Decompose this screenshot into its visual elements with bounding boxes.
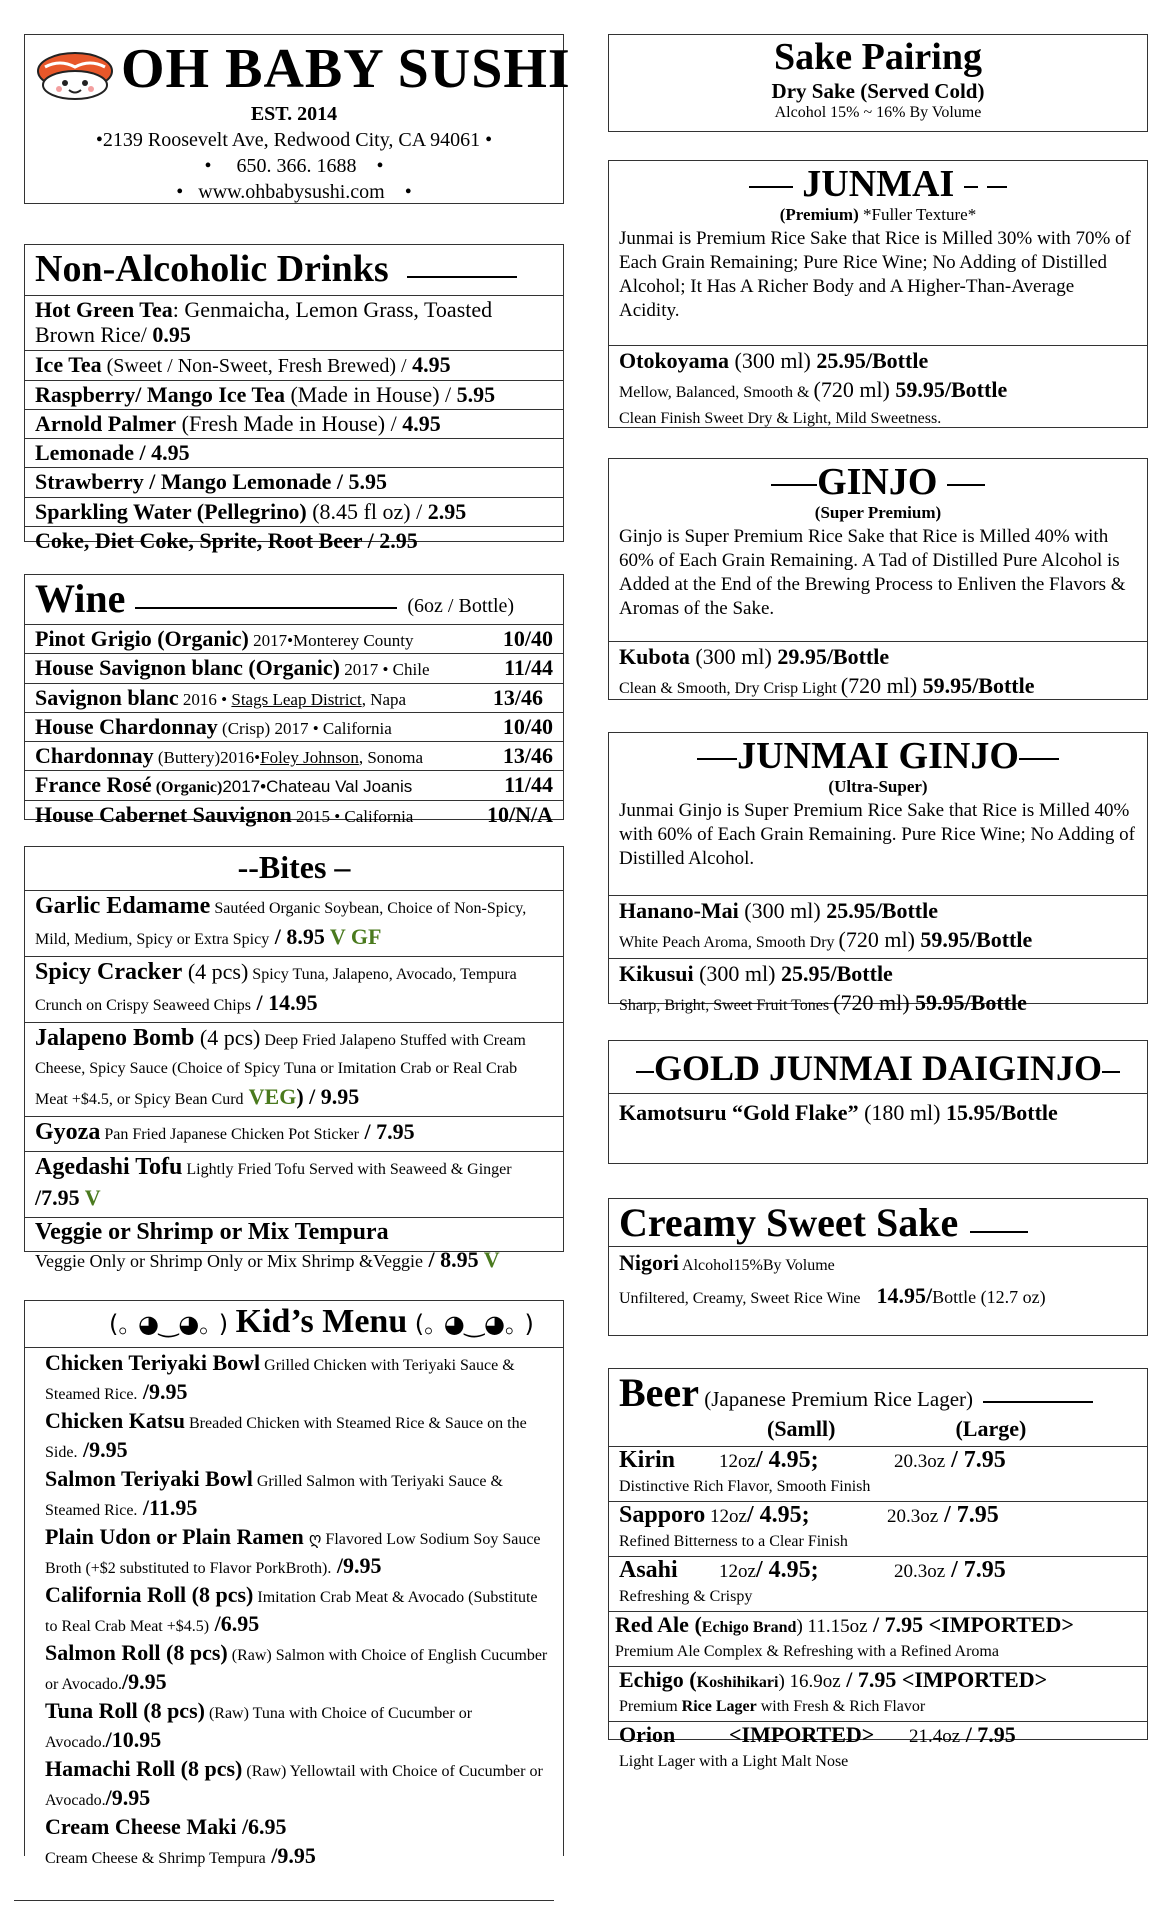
heart-glyph-icon: ღ — [303, 1529, 322, 1548]
section-title: GOLD JUNMAI DAIGINJO — [653, 1048, 1102, 1088]
kaomoji-right: (｡ ◕‿◕｡ ) — [414, 1310, 534, 1338]
section-title: Beer — [619, 1370, 699, 1415]
gold-junmai-daiginjo-section: GOLD JUNMAI DAIGINJO Kamotsuru “Gold Flake” (180 ml) 15.95/Bottle — [608, 1040, 1148, 1164]
drink-row: Sparkling Water (Pellegrino) (8.45 fl oz) / 2.95 — [25, 497, 563, 526]
sake-name: Hanano-Mai — [619, 898, 739, 923]
kids-item: Tuna Roll (8 pcs) (Raw) Tuna with Choice of Cucumber or Avocado./10.95 — [45, 1698, 473, 1752]
drink-row: Arnold Palmer (Fresh Made in House) / 4.95 — [25, 409, 563, 438]
established-year: EST. 2014 — [250, 103, 338, 125]
non-alcoholic-section — [24, 244, 564, 554]
sake-description: Ginjo is Super Premium Rice Sake that Rice is Milled 40% with 60% of Each Grain Remaining. A Tad of Distilled Pure Alcohol is Added at the End of the Brewing Process to Enliven the Flavors & Aromas of the Sake. — [619, 526, 1126, 619]
beer-row: Red Ale (Echigo Brand) 11.15oz / 7.95 <IMPORTED> Premium Ale Complex & Refreshing with a Refined Aroma — [609, 1611, 1147, 1666]
kids-item: Salmon Teriyaki Bowl Grilled Salmon with Teriyaki Sauce & Steamed Rice. /11.95 — [45, 1466, 503, 1520]
section-title: Kid’s Menu — [235, 1303, 408, 1340]
wine-row: House Savignon blanc (Organic) 2017 • Chile 11/44 — [25, 653, 563, 682]
bite-item: Jalapeno Bomb (4 pcs) Deep Fried Jalapeno Stuffed with Cream Cheese, Spicy Sauce (Choice of Spicy Tuna or Imitation Crab or Real Crab Meat +$4.5, or Spicy Bean Curd VEG) / 9.95 — [25, 1022, 563, 1116]
wine-row: House Chardonnay (Crisp) 2017 • California 10/40 — [25, 712, 563, 741]
sake-description: Junmai Ginjo is Super Premium Rice Sake that Rice is Milled 40% with 60% of Each Grain Remaining. Pure Rice Wine; No Adding of Distilled Alcohol. — [619, 800, 1136, 869]
section-title: JUNMAI — [802, 163, 955, 205]
beer-row: Sapporo 12oz/ 4.95; 20.3oz / 7.95 Refined Bitterness to a Clear Finish — [609, 1501, 1147, 1556]
address: 2139 Roosevelt Ave, Redwood City, CA 94061 — [102, 129, 481, 151]
sake-name: Otokoyama — [619, 348, 729, 373]
sake-name: Nigori — [619, 1250, 679, 1275]
section-title: --Bites – — [237, 849, 351, 885]
drink-row: Raspberry/ Mango Ice Tea (Made in House) / 5.95 — [25, 380, 563, 409]
drink-row: Hot Green Tea: Genmaicha, Lemon Grass, Toasted Brown Rice/ 0.95 — [25, 295, 563, 350]
kids-item: Chicken Teriyaki Bowl Grilled Chicken with Teriyaki Sauce & Steamed Rice. /9.95 — [45, 1350, 515, 1404]
column-small: (Samll) — [767, 1416, 836, 1441]
creamy-sweet-sake-section: Creamy Sweet Sake Nigori Alcohol15%By Volume Unfiltered, Creamy, Sweet Rice Wine 14.95/Bottle (12.7 oz) — [608, 1198, 1148, 1336]
sake-name: Kikusui — [619, 961, 694, 986]
kids-item: Cream Cheese & Shrimp Tempura /9.95 — [45, 1843, 316, 1868]
sake-subtitle: Dry Sake (Served Cold) — [771, 79, 985, 103]
beer-section: Beer (Japanese Premium Rice Lager) (Samll) (Large) Kirin 12oz/ 4.95; 20.3oz / 7.95 Distinctive Rich Flavor, Smooth Finish Sapporo 12oz/ 4.95; 20.3oz / 7.95 Refined Bitterness to a Clear Finish Asahi 12oz/ 4.95; 20.3oz / 7.95 Refreshing & Crispy Red Ale (Echigo Brand) 11.15oz / 7.95 <IMPORTED> Premium Ale Complex & Refreshing with a Refined Aroma Echigo (Koshihikari) 16.9oz / 7.95 <IMPORTED> Premium Rice Lager with Fresh & Rich Flavor Orion <IMPORTED> 21.4oz / 7.95 Light Lager with a Light Malt Nose — [608, 1368, 1148, 1740]
sake-name: Kamotsuru “Gold Flake” — [619, 1100, 859, 1125]
beer-row: Echigo (Koshihikari) 16.9oz / 7.95 <IMPORTED> Premium Rice Lager with Fresh & Rich Flavor — [609, 1666, 1147, 1721]
phone-line: • 650. 366. 1688 • — [204, 155, 384, 177]
sake-alcohol: Alcohol 15% ~ 16% By Volume — [774, 104, 982, 121]
bites-section — [24, 846, 564, 1272]
kids-menu-section — [24, 1300, 564, 1868]
drink-row: Strawberry / Mango Lemonade / 5.95 — [25, 467, 563, 496]
column-large: (Large) — [955, 1416, 1027, 1441]
section-title: JUNMAI GINJO — [737, 735, 1019, 777]
junmai-ginjo-section: JUNMAI GINJO (Ultra-Super) Junmai Ginjo is Super Premium Rice Sake that Rice is Milled 40% with 60% of Each Grain Remaining. Pure Rice Wine; No Adding of Distilled Alcohol. Hanano-Mai (300 ml) 25.95/Bottle White Peach Aroma, Smooth Dry (720 ml) 59.95/Bottle Kikusui (300 ml) 25.95/Bottle Sharp, Bright, Sweet Fruit Tones (720 ml) 59.95/Bottle — [608, 732, 1148, 1004]
kids-item: Cream Cheese Maki /6.95 — [45, 1814, 287, 1839]
section-title: Creamy Sweet Sake — [619, 1200, 959, 1245]
bite-item: Veggie or Shrimp or Mix Tempura Veggie Only or Shrimp Only or Mix Shrimp &Veggie / 8.95 V — [25, 1217, 563, 1278]
drink-row: Coke, Diet Coke, Sprite, Root Beer / 2.95 — [25, 526, 563, 555]
section-title: Non-Alcoholic Drinks — [35, 248, 389, 290]
drink-row: Ice Tea (Sweet / Non-Sweet, Fresh Brewed) / 4.95 — [25, 350, 563, 380]
beer-row: Orion <IMPORTED> 21.4oz / 7.95 Light Lager with a Light Malt Nose — [609, 1721, 1147, 1776]
wine-row: House Cabernet Sauvignon 2015 • California 10/N/A — [25, 800, 563, 829]
kids-item: Chicken Katsu Breaded Chicken with Steamed Rice & Sauce on the Side. /9.95 — [45, 1408, 527, 1462]
sake-name: Kubota — [619, 644, 690, 669]
bite-item: Spicy Cracker (4 pcs) Spicy Tuna, Jalapeno, Avocado, Tempura Crunch on Crispy Seaweed Chips / 14.95 — [25, 956, 563, 1022]
junmai-section: JUNMAI (Premium) *Fuller Texture* Junmai is Premium Rice Sake that Rice is Milled 30% with 70% of Each Grain Remaining; Pure Rice Wine; No Adding of Distilled Alcohol; It Has A Richer Body and A Higher-Than-Average Acidity. Otokoyama (300 ml) 25.95/Bottle Mellow, Balanced, Smooth & (720 ml) 59.95/Bottle Clean Finish Sweet Dry & Light, Mild Sweetness. — [608, 160, 1148, 428]
kids-item: Hamachi Roll (8 pcs) (Raw) Yellowtail with Choice of Cucumber or Avocado./9.95 — [45, 1756, 543, 1810]
bite-item: Gyoza Pan Fried Japanese Chicken Pot Sticker / 7.95 — [25, 1116, 563, 1151]
ginjo-section: GINJO (Super Premium) Ginjo is Super Premium Rice Sake that Rice is Milled 40% with 60% of Each Grain Remaining. A Tad of Distilled Pure Alcohol is Added at the End of the Brewing Process to Enliven the Flavors & Aromas of the Sake. Kubota (300 ml) 29.95/Bottle Clean & Smooth, Dry Crisp Light (720 ml) 59.95/Bottle — [608, 458, 1148, 700]
restaurant-header — [24, 34, 571, 204]
wine-row: Pinot Grigio (Organic) 2017•Monterey County 10/40 — [25, 624, 563, 653]
bottom-rule — [14, 1900, 554, 1901]
sake-description: Junmai is Premium Rice Sake that Rice is Milled 30% with 70% of Each Grain Remaining; Pure Rice Wine; No Adding of Distilled Alcohol; It Has A Richer Body and A Higher-Than-Average Acidity. — [619, 228, 1131, 321]
bite-item: Garlic Edamame Sautéed Organic Soybean, Choice of Non-Spicy, Mild, Medium, Spicy or Extra Spicy / 8.95 V GF — [25, 890, 563, 956]
kaomoji-left: (｡ ◕‿◕｡ ) — [109, 1310, 229, 1338]
section-title: Sake Pairing — [774, 36, 982, 78]
bite-item: Agedashi Tofu Lightly Fried Tofu Served with Seaweed & Ginger /7.95 V — [25, 1151, 563, 1217]
section-title: GINJO — [817, 461, 938, 503]
kids-item: Salmon Roll (8 pcs) (Raw) Salmon with Choice of English Cucumber or Avocado./9.95 — [45, 1640, 548, 1694]
kids-item: California Roll (8 pcs) Imitation Crab Meat & Avocado (Substitute to Real Crab Meat +$4.5) /6.95 — [45, 1582, 538, 1636]
beer-row: Kirin 12oz/ 4.95; 20.3oz / 7.95 Distinctive Rich Flavor, Smooth Finish — [609, 1446, 1147, 1501]
kids-item: Plain Udon or Plain Ramen ღ Flavored Low Sodium Soy Sauce Broth (+$2 substituted to Flavor PorkBroth). /9.95 — [45, 1524, 541, 1578]
wine-unit: (6oz / Bottle) — [407, 595, 515, 617]
wine-row: France Rosé (Organic)2017•Chateau Val Joanis 11/44 — [25, 770, 563, 799]
phone-number[interactable]: 650. 366. 1688 — [236, 155, 357, 177]
wine-section — [24, 574, 564, 827]
drink-row: Lemonade / 4.95 — [25, 438, 563, 467]
sushi-mascot-icon — [35, 49, 115, 101]
sake-pairing-header — [608, 34, 1148, 132]
wine-row: Savignon blanc 2016 • Stags Leap District, Napa 13/46 — [25, 683, 563, 712]
section-title: Wine — [35, 576, 126, 621]
address-line: •2139 Roosevelt Ave, Redwood City, CA 94061 • — [95, 129, 493, 151]
beer-row: Asahi 12oz/ 4.95; 20.3oz / 7.95 Refreshing & Crispy — [609, 1556, 1147, 1611]
restaurant-name: OH BABY SUSHI — [121, 38, 571, 100]
website-link[interactable]: www.ohbabysushi.com — [198, 181, 385, 203]
website-line: • www.ohbabysushi.com • — [176, 181, 412, 203]
wine-row: Chardonnay (Buttery)2016•Foley Johnson, Sonoma 13/46 — [25, 741, 563, 770]
